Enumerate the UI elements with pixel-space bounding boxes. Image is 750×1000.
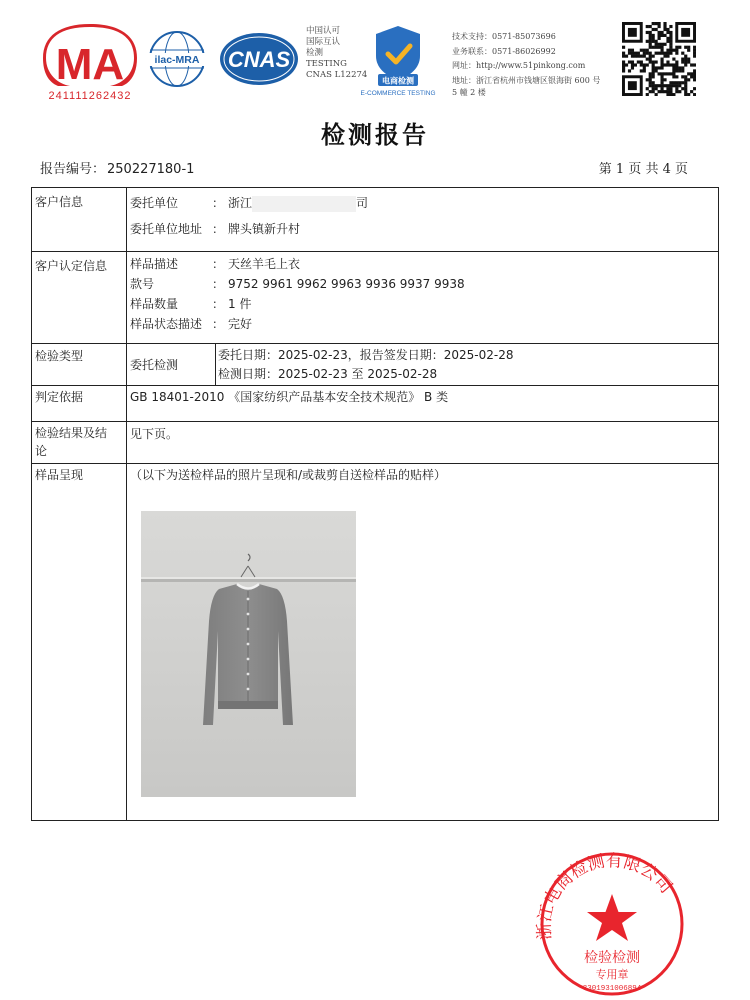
client-field-value: 牌头镇新升村: [228, 222, 301, 236]
ecommerce-testing-logo: [358, 22, 438, 98]
report-number-value: 250227180-1: [107, 162, 195, 177]
judgment-basis-label: 判定依据: [35, 390, 84, 404]
cnas-logo: [218, 30, 300, 88]
client-name-suffix: 司: [356, 196, 369, 210]
report-number-label: 报告编号：: [40, 162, 106, 177]
contact-line: 5 幢 2 楼: [452, 88, 486, 97]
stamp-number: 3301931006894: [582, 985, 642, 993]
sample-field-key: 样品状态描述: [130, 317, 203, 331]
result-row: [32, 422, 718, 464]
sample-field: [130, 315, 252, 332]
inspection-dates-line2: 检测日期：2025-02-23 至 2025-02-28: [218, 367, 438, 381]
sample-info-label: 客户认定信息: [35, 259, 108, 273]
result-label-line: 论: [35, 444, 48, 458]
sample-field-value: 天丝羊毛上衣: [228, 257, 301, 271]
accreditation-line: 国际互认: [306, 37, 341, 47]
cma-logo: [40, 24, 140, 102]
result-value: 见下页。: [130, 427, 179, 441]
sample-field-key: 款号: [130, 277, 155, 291]
accreditation-line: 中国认可: [306, 26, 341, 36]
report-number: [38, 158, 194, 177]
qr-code-icon: [622, 22, 696, 96]
client-field-colon: ：: [212, 196, 225, 210]
result-label: [35, 424, 123, 460]
client-field-key: 委托单位地址: [130, 222, 203, 236]
report-table: [31, 187, 719, 821]
sample-field: [130, 255, 300, 272]
sample-field-colon: ：: [212, 257, 225, 271]
sample-field-colon: ：: [212, 317, 225, 331]
cma-letters: MA: [55, 40, 125, 89]
contact-info: [452, 30, 612, 98]
ilac-mra-logo: [145, 30, 209, 88]
ecommerce-label-en: E-COMMERCE TESTING: [360, 90, 436, 97]
report-title: 检测报告: [321, 120, 429, 149]
sample-field-colon: ：: [212, 277, 225, 291]
sample-field-key: 样品数量: [130, 297, 179, 311]
sample-field-colon: ：: [212, 297, 225, 311]
sample-field: [130, 275, 465, 292]
page-info: 第 1 页 共 4 页: [598, 162, 688, 177]
sample-field-key: 样品描述: [130, 257, 179, 271]
contact-line: 业务联系：0571-86026992: [452, 46, 556, 56]
ilac-text: ilac-MRA: [154, 54, 200, 66]
accreditation-line: 检测: [306, 48, 324, 58]
gray-cardigan-photo: [141, 511, 356, 797]
sample-info-row: [32, 252, 718, 344]
inspection-dates-line1: 委托日期：2025-02-23，报告签发日期：2025-02-28: [218, 348, 514, 362]
sample-field-value: 完好: [228, 317, 253, 331]
ecommerce-label-cn: 电商检测: [382, 76, 414, 86]
official-seal-stamp: [532, 848, 692, 996]
result-label-line: 检验结果及结: [35, 426, 108, 440]
contact-line: 技术支持：0571-85073696: [452, 32, 556, 41]
contact-line: 网址：http://www.51pinkong.com: [452, 61, 586, 70]
client-name-prefix: 浙江: [228, 196, 253, 210]
sample-presentation-note: （以下为送检样品的照片呈现和/或裁剪自送检样品的贴样）: [130, 468, 447, 482]
sample-presentation-row: [32, 464, 718, 820]
judgment-basis-value: GB 18401-2010 《国家纺织产品基本安全技术规范》 B 类: [130, 390, 449, 404]
inspection-type-value: 委托检测: [130, 358, 179, 372]
client-field: [130, 194, 368, 212]
stamp-center-line2: 专用章: [595, 968, 629, 981]
sample-field-value: 1 件: [228, 297, 252, 311]
judgment-basis-row: [32, 386, 718, 422]
redaction-mask: [252, 196, 356, 212]
client-field-key: 委托单位: [130, 196, 179, 210]
sample-field-value: 9752 9961 9962 9963 9936 9937 9938: [228, 277, 465, 291]
stamp-ring-text: 浙江电商检测有限公司: [534, 851, 676, 941]
inspection-type-label: 检验类型: [35, 349, 84, 363]
accreditation-line: CNAS L12274: [306, 70, 368, 80]
stamp-star-icon: [587, 894, 637, 941]
sample-presentation-label: 样品呈现: [35, 468, 84, 482]
cnas-text: CNAS: [227, 47, 291, 72]
stamp-center-line1: 检验检测: [584, 950, 640, 966]
sample-field: [130, 295, 251, 312]
client-field: [130, 220, 300, 237]
client-info-label: 客户信息: [35, 195, 84, 209]
accreditation-line: TESTING: [306, 59, 347, 69]
inspection-type-row: [32, 344, 718, 386]
cma-number: 241111262432: [48, 90, 132, 102]
client-field-colon: ：: [212, 222, 225, 236]
contact-line: 地址：浙江省杭州市钱塘区银海街 600 号: [452, 75, 601, 85]
client-info-row: [32, 188, 718, 252]
